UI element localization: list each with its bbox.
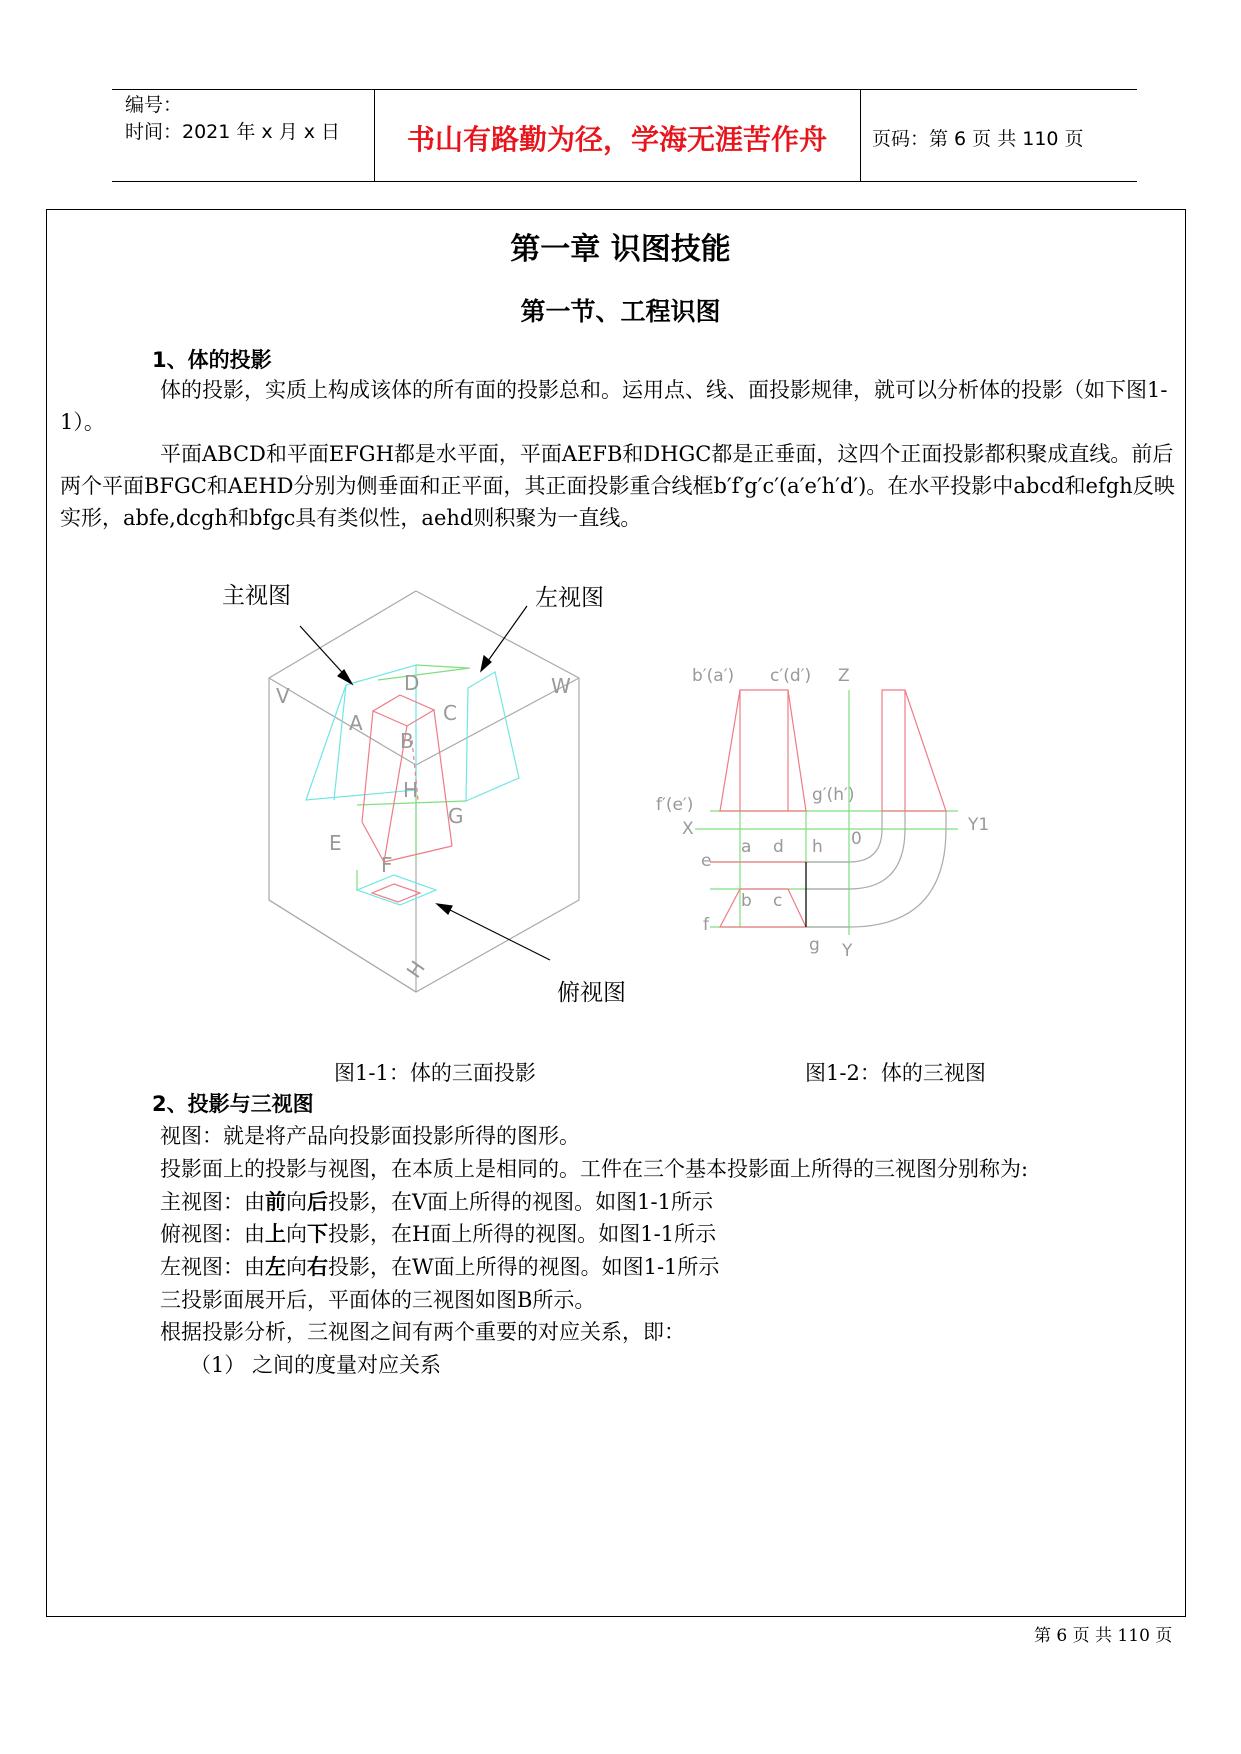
label-front-view: 主视图 (222, 583, 291, 609)
part2-line2: 投影面上的投影与视图，在本质上是相同的。工件在三个基本投影面上所得的三视图分别称为: (160, 1157, 1029, 1181)
label-left-view: 左视图 (535, 585, 604, 611)
point-g-label: G (448, 804, 464, 828)
top-bold-2: 下 (307, 1222, 328, 1246)
part2-top-line (160, 1218, 716, 1248)
front-view-outline (720, 690, 806, 811)
front-bold-1: 前 (265, 1190, 286, 1214)
left-bold-2: 右 (307, 1255, 328, 1279)
left-post: 投影，在W面上所得的视图。如图1-1所示 (328, 1255, 720, 1279)
fig2-label-h: h (812, 837, 823, 857)
header-time-label: 时间：2021 年 x 月 x 日 (125, 121, 341, 143)
fig2-label-y1: Y1 (968, 815, 990, 835)
fig2-label-x: X (682, 819, 694, 839)
point-e-label: E (329, 831, 342, 855)
front-pre: 主视图：由 (160, 1190, 265, 1214)
section-title: 第一节、工程识图 (520, 297, 721, 326)
top-view-outline (720, 889, 806, 927)
part2-line8: （1） 之间的度量对应关系 (190, 1353, 442, 1377)
plane-h-label: H (401, 956, 430, 983)
part1-para1: 体的投影，实质上构成该体的所有面的投影总和。运用点、线、面投影规律，就可以分析体的投影（如下图1-1）。 (60, 378, 1168, 434)
left-pre: 左视图：由 (160, 1255, 265, 1279)
part2-line1: 视图：就是将产品向投影面投影所得的图形。 (160, 1124, 580, 1148)
fig2-label-gh: g′(h′) (812, 785, 855, 805)
fig2-label-d: d (773, 837, 784, 857)
part2-line7: 根据投影分析，三视图之间有两个重要的对应关系，即： (160, 1320, 685, 1344)
plane-w-label: W (551, 674, 571, 698)
point-h-label: H (403, 778, 419, 802)
plane-v-label: V (276, 684, 290, 708)
figure2-caption: 图1-2：体的三视图 (805, 1061, 986, 1085)
label-top-view: 俯视图 (557, 980, 626, 1006)
point-f-label: F (381, 853, 393, 877)
header-number-label: 编号： (125, 94, 183, 116)
page-footer: 第 6 页 共 110 页 (1034, 1626, 1173, 1646)
front-post: 投影，在V面上所得的视图。如图1-1所示 (328, 1190, 713, 1214)
fig2-label-ba: b′(a′) (692, 666, 735, 686)
top-pre: 俯视图：由 (160, 1222, 265, 1246)
point-d-label: D (404, 671, 420, 695)
point-a-label: A (349, 711, 363, 735)
front-bold-2: 后 (307, 1190, 328, 1214)
left-mid: 向 (286, 1255, 307, 1279)
fig2-label-e: e (701, 851, 712, 871)
fig2-label-z: Z (838, 666, 850, 686)
part2-line6: 三投影面展开后，平面体的三视图如图B所示。 (160, 1288, 596, 1312)
fig2-label-b: b (741, 891, 752, 911)
part2-front-line (160, 1186, 713, 1216)
front-mid: 向 (286, 1190, 307, 1214)
top-bold-1: 上 (265, 1222, 286, 1246)
part2-left-line (160, 1251, 719, 1281)
fig2-label-g: g (809, 935, 820, 955)
point-b-label: B (400, 729, 414, 753)
fig2-label-c: c (773, 891, 783, 911)
header-page-label: 页码：第 6 页 共 110 页 (872, 128, 1084, 150)
figure1-caption: 图1-1：体的三面投影 (334, 1061, 536, 1085)
top-mid: 向 (286, 1222, 307, 1246)
fig2-label-fe: f′(e′) (656, 795, 694, 815)
fig2-label-a: a (741, 837, 752, 857)
part2-heading: 2、投影与三视图 (152, 1092, 314, 1116)
point-c-label: C (443, 701, 457, 725)
fig2-label-f: f (703, 915, 709, 935)
fig2-label-cd: c′(d′) (770, 666, 812, 686)
part1-heading: 1、体的投影 (152, 348, 272, 372)
header-motto: 书山有路勤为径，学海无涯苦作舟 (406, 123, 827, 156)
part1-para2: 平面ABCD和平面EFGH都是水平面，平面AEFB和DHGC都是正垂面，这四个正面投影都积聚成直线。前后两个平面BFGC和AEHD分别为侧垂面和正平面，其正面投影重合线框b′f′g′c′(a′e′h′d′)。在水平投影中abcd和efgh反映实形，abfe,dcgh和bfgc具有类似性，aehd则积聚为一直线。 (60, 442, 1175, 530)
left-bold-1: 左 (265, 1255, 286, 1279)
fig2-label-o: 0 (851, 829, 862, 849)
top-post: 投影，在H面上所得的视图。如图1-1所示 (328, 1222, 717, 1246)
chapter-title: 第一章 识图技能 (510, 232, 731, 267)
left-view-outline (882, 690, 946, 811)
fig2-label-y: Y (842, 941, 853, 961)
transfer-arc-outer (806, 829, 946, 927)
